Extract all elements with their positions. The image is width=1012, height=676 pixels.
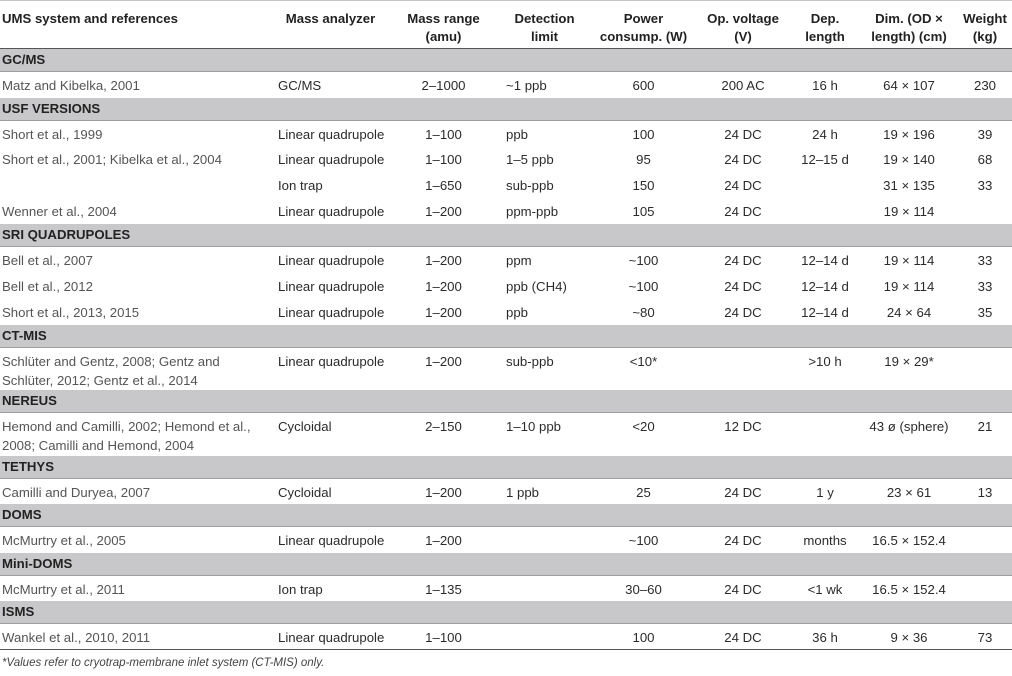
power-cell: <10* bbox=[629, 353, 658, 369]
reference-cell: Wenner et al., 2004 bbox=[2, 204, 117, 219]
voltage-cell: 24 DC bbox=[724, 126, 762, 142]
voltage-cell: 24 DC bbox=[724, 152, 762, 167]
detection-limit-cell: ppb (CH4) bbox=[506, 278, 567, 294]
col-header: Mass analyzer bbox=[285, 11, 376, 26]
dimension-cell: 19 × 114 bbox=[883, 278, 935, 294]
table-row bbox=[0, 299, 1012, 325]
reference-cell: Schlüter and Gentz, 2008; Gentz and Schlüter, 2012; Gentz et al., 2014 bbox=[2, 353, 220, 388]
col-header: Weight (kg) bbox=[963, 11, 1007, 44]
detection-limit-cell: ~1 ppb bbox=[506, 78, 547, 93]
mass-range-cell: 1–650 bbox=[425, 178, 462, 193]
weight-cell: 33 bbox=[977, 253, 993, 268]
deployment-cell: 12–14 d bbox=[801, 278, 849, 294]
detection-limit-cell: ppm-ppb bbox=[506, 204, 559, 219]
mass-analyzer-cell: GC/MS bbox=[278, 78, 322, 93]
mass-range-cell: 1–200 bbox=[425, 533, 462, 548]
deployment-cell: months bbox=[803, 533, 847, 548]
reference-cell: Wankel et al., 2010, 2011 bbox=[0, 624, 272, 650]
reference-cell: Short et al., 1999 bbox=[2, 126, 103, 142]
dimension-cell: 9 × 36 bbox=[860, 624, 958, 650]
col-header: Dep. length bbox=[805, 11, 845, 44]
mass-analyzer-cell: Linear quadrupole bbox=[278, 353, 385, 369]
table-row bbox=[0, 172, 1012, 198]
group-name: SRI QUADRUPOLES bbox=[0, 224, 1012, 247]
table-row bbox=[0, 347, 1012, 390]
group-header-row bbox=[0, 601, 1012, 624]
voltage-cell: 24 DC bbox=[724, 304, 762, 320]
power-cell: 100 bbox=[591, 624, 696, 650]
group-name: CT-MIS bbox=[0, 325, 1012, 348]
group-name: TETHYS bbox=[0, 456, 1012, 479]
deployment-cell: 12–14 d bbox=[801, 304, 849, 320]
voltage-cell bbox=[696, 347, 790, 390]
reference-cell: Camilli and Duryea, 2007 bbox=[2, 484, 151, 500]
dimension-cell: 19 × 114 bbox=[883, 204, 935, 219]
deployment-cell: 36 h bbox=[790, 624, 860, 650]
weight-cell: 13 bbox=[977, 484, 993, 500]
deployment-cell: >10 h bbox=[808, 353, 842, 369]
deployment-cell bbox=[790, 172, 860, 198]
header-row bbox=[0, 1, 1012, 49]
power-cell: ~80 bbox=[632, 304, 655, 320]
table-row bbox=[0, 146, 1012, 172]
weight-cell: 35 bbox=[977, 304, 993, 320]
power-cell: 30–60 bbox=[625, 581, 662, 597]
col-header: Op. voltage (V) bbox=[707, 11, 779, 44]
dimension-cell: 19 × 140 bbox=[883, 152, 935, 167]
table-body bbox=[0, 49, 1012, 650]
detection-limit-cell: ppb bbox=[506, 304, 529, 320]
group-header-row bbox=[0, 49, 1012, 72]
group-name: GC/MS bbox=[0, 49, 1012, 72]
reference-cell: Short et al., 2001; Kibelka et al., 2004 bbox=[2, 152, 222, 167]
reference-cell: Matz and Kibelka, 2001 bbox=[2, 78, 140, 93]
dimension-cell: 19 × 196 bbox=[883, 126, 935, 142]
table-row bbox=[0, 198, 1012, 224]
weight-cell: 33 bbox=[977, 278, 993, 294]
group-header-row bbox=[0, 224, 1012, 247]
power-cell: ~100 bbox=[628, 533, 659, 548]
voltage-cell: 24 DC bbox=[724, 253, 762, 268]
table-row bbox=[0, 72, 1012, 98]
group-header-row bbox=[0, 98, 1012, 121]
detection-limit-cell: sub-ppb bbox=[506, 353, 554, 369]
dimension-cell: 24 × 64 bbox=[886, 304, 932, 320]
reference-cell: Hemond and Camilli, 2002; Hemond et al., 2008; Camilli and Hemond, 2004 bbox=[2, 419, 251, 453]
dimension-cell: 16.5 × 152.4 bbox=[872, 533, 946, 548]
col-header: Power consump. (W) bbox=[599, 11, 688, 44]
detection-limit-cell: 1 ppb bbox=[506, 484, 540, 500]
deployment-cell bbox=[790, 198, 860, 224]
dimension-cell: 16.5 × 152.4 bbox=[872, 581, 946, 597]
detection-limit-cell bbox=[498, 624, 591, 650]
power-cell: 25 bbox=[636, 484, 651, 500]
group-name: ISMS bbox=[0, 601, 1012, 624]
detection-limit-cell: 1–10 ppb bbox=[506, 419, 562, 434]
detection-limit-cell bbox=[498, 575, 591, 601]
weight-cell: 21 bbox=[977, 419, 993, 434]
mass-range-cell: 1–200 bbox=[425, 304, 462, 320]
dimension-cell: 23 × 61 bbox=[886, 484, 932, 500]
table-row bbox=[0, 624, 1012, 650]
power-cell: ~100 bbox=[628, 278, 659, 294]
voltage-cell: 200 AC bbox=[721, 78, 765, 93]
reference-cell: McMurtry et al., 2011 bbox=[2, 581, 125, 597]
weight-cell: 73 bbox=[958, 624, 1012, 650]
mass-range-cell: 1–100 bbox=[389, 624, 498, 650]
mass-range-cell: 2–150 bbox=[425, 419, 462, 434]
weight-cell bbox=[958, 575, 1012, 601]
table-row bbox=[0, 120, 1012, 146]
table-row bbox=[0, 413, 1012, 456]
voltage-cell: 24 DC bbox=[724, 204, 762, 219]
weight-cell: 33 bbox=[977, 178, 993, 193]
power-cell: 100 bbox=[632, 126, 655, 142]
table-row bbox=[0, 478, 1012, 504]
weight-cell bbox=[958, 527, 1012, 553]
mass-analyzer-cell: Linear quadrupole bbox=[272, 624, 389, 650]
group-name: Mini-DOMS bbox=[0, 553, 1012, 576]
power-cell: 95 bbox=[636, 152, 651, 167]
mass-range-cell: 1–200 bbox=[425, 484, 462, 500]
mass-analyzer-cell: Linear quadrupole bbox=[278, 204, 385, 219]
table-row bbox=[0, 575, 1012, 601]
mass-analyzer-cell: Linear quadrupole bbox=[278, 152, 385, 167]
weight-cell bbox=[958, 347, 1012, 390]
power-cell: ~100 bbox=[628, 253, 659, 268]
mass-range-cell: 1–200 bbox=[425, 253, 462, 268]
table-row bbox=[0, 273, 1012, 299]
deployment-cell: 12–14 d bbox=[801, 253, 849, 268]
mass-analyzer-cell: Linear quadrupole bbox=[278, 304, 385, 320]
dimension-cell: 43 ø (sphere) bbox=[869, 419, 949, 434]
col-header: UMS system and references bbox=[2, 11, 178, 26]
reference-cell: Short et al., 2013, 2015 bbox=[2, 304, 140, 320]
footnote: *Values refer to cryotrap-membrane inlet system (CT-MIS) only. bbox=[2, 657, 325, 669]
weight-cell: 230 bbox=[973, 78, 996, 93]
mass-analyzer-cell: Linear quadrupole bbox=[278, 278, 385, 294]
voltage-cell: 24 DC bbox=[724, 278, 762, 294]
mass-range-cell: 1–200 bbox=[425, 278, 462, 294]
reference-cell: Bell et al., 2007 bbox=[2, 253, 93, 268]
group-header-row bbox=[0, 456, 1012, 479]
detection-limit-cell: ppm bbox=[506, 253, 532, 268]
deployment-cell: <1 wk bbox=[807, 581, 843, 597]
weight-cell bbox=[958, 198, 1012, 224]
table-row bbox=[0, 527, 1012, 553]
mass-analyzer-cell: Linear quadrupole bbox=[278, 533, 385, 548]
mass-analyzer-cell: Linear quadrupole bbox=[278, 253, 385, 268]
dimension-cell: 19 × 29* bbox=[884, 353, 934, 369]
mass-analyzer-cell: Cycloidal bbox=[278, 484, 332, 500]
group-header-row bbox=[0, 553, 1012, 576]
mass-analyzer-cell: Linear quadrupole bbox=[278, 126, 385, 142]
mass-range-cell: 1–200 bbox=[425, 353, 462, 369]
power-cell: <20 bbox=[632, 419, 655, 434]
mass-analyzer-cell: Cycloidal bbox=[278, 419, 332, 434]
voltage-cell: 24 DC bbox=[696, 624, 790, 650]
mass-range-cell: 1–200 bbox=[425, 204, 462, 219]
weight-cell: 68 bbox=[977, 152, 993, 167]
mass-range-cell: 1–100 bbox=[425, 152, 462, 167]
dimension-cell: 31 × 135 bbox=[883, 178, 935, 193]
group-name: NEREUS bbox=[0, 390, 1012, 413]
power-cell: 105 bbox=[632, 204, 655, 219]
deployment-cell: 16 h bbox=[812, 78, 838, 93]
group-name: DOMS bbox=[0, 504, 1012, 527]
deployment-cell: 1 y bbox=[816, 484, 834, 500]
reference-cell: Bell et al., 2012 bbox=[2, 278, 93, 294]
voltage-cell: 24 DC bbox=[724, 178, 762, 193]
mass-range-cell: 1–100 bbox=[425, 126, 462, 142]
weight-cell: 39 bbox=[977, 126, 993, 142]
reference-cell: McMurtry et al., 2005 bbox=[2, 533, 126, 548]
deployment-cell: 24 h bbox=[812, 126, 838, 142]
col-header: Dim. (OD × length) (cm) bbox=[871, 11, 947, 44]
dimension-cell: 19 × 114 bbox=[883, 253, 935, 268]
group-name: USF VERSIONS bbox=[0, 98, 1012, 121]
voltage-cell: 12 DC bbox=[724, 419, 762, 434]
group-header-row bbox=[0, 504, 1012, 527]
mass-range-cell: 1–135 bbox=[425, 581, 462, 597]
detection-limit-cell: sub-ppb bbox=[506, 178, 554, 193]
detection-limit-cell: 1–5 ppb bbox=[506, 152, 554, 167]
deployment-cell bbox=[790, 413, 860, 456]
detection-limit-cell: ppb bbox=[506, 126, 529, 142]
voltage-cell: 24 DC bbox=[724, 533, 762, 548]
reference-cell bbox=[0, 172, 272, 198]
mass-analyzer-cell: Ion trap bbox=[278, 581, 323, 597]
power-cell: 600 bbox=[632, 78, 655, 93]
mass-analyzer-cell: Ion trap bbox=[278, 178, 323, 193]
table-row bbox=[0, 247, 1012, 273]
group-header-row bbox=[0, 325, 1012, 348]
voltage-cell: 24 DC bbox=[724, 484, 762, 500]
dimension-cell: 64 × 107 bbox=[883, 78, 935, 93]
voltage-cell: 24 DC bbox=[724, 581, 762, 597]
deployment-cell: 12–15 d bbox=[801, 152, 849, 167]
detection-limit-cell bbox=[498, 527, 591, 553]
power-cell: 150 bbox=[632, 178, 655, 193]
group-header-row bbox=[0, 390, 1012, 413]
mass-range-cell: 2–1000 bbox=[421, 78, 466, 93]
col-header: Detection limit bbox=[514, 11, 575, 44]
col-header: Mass range (amu) bbox=[407, 11, 480, 44]
